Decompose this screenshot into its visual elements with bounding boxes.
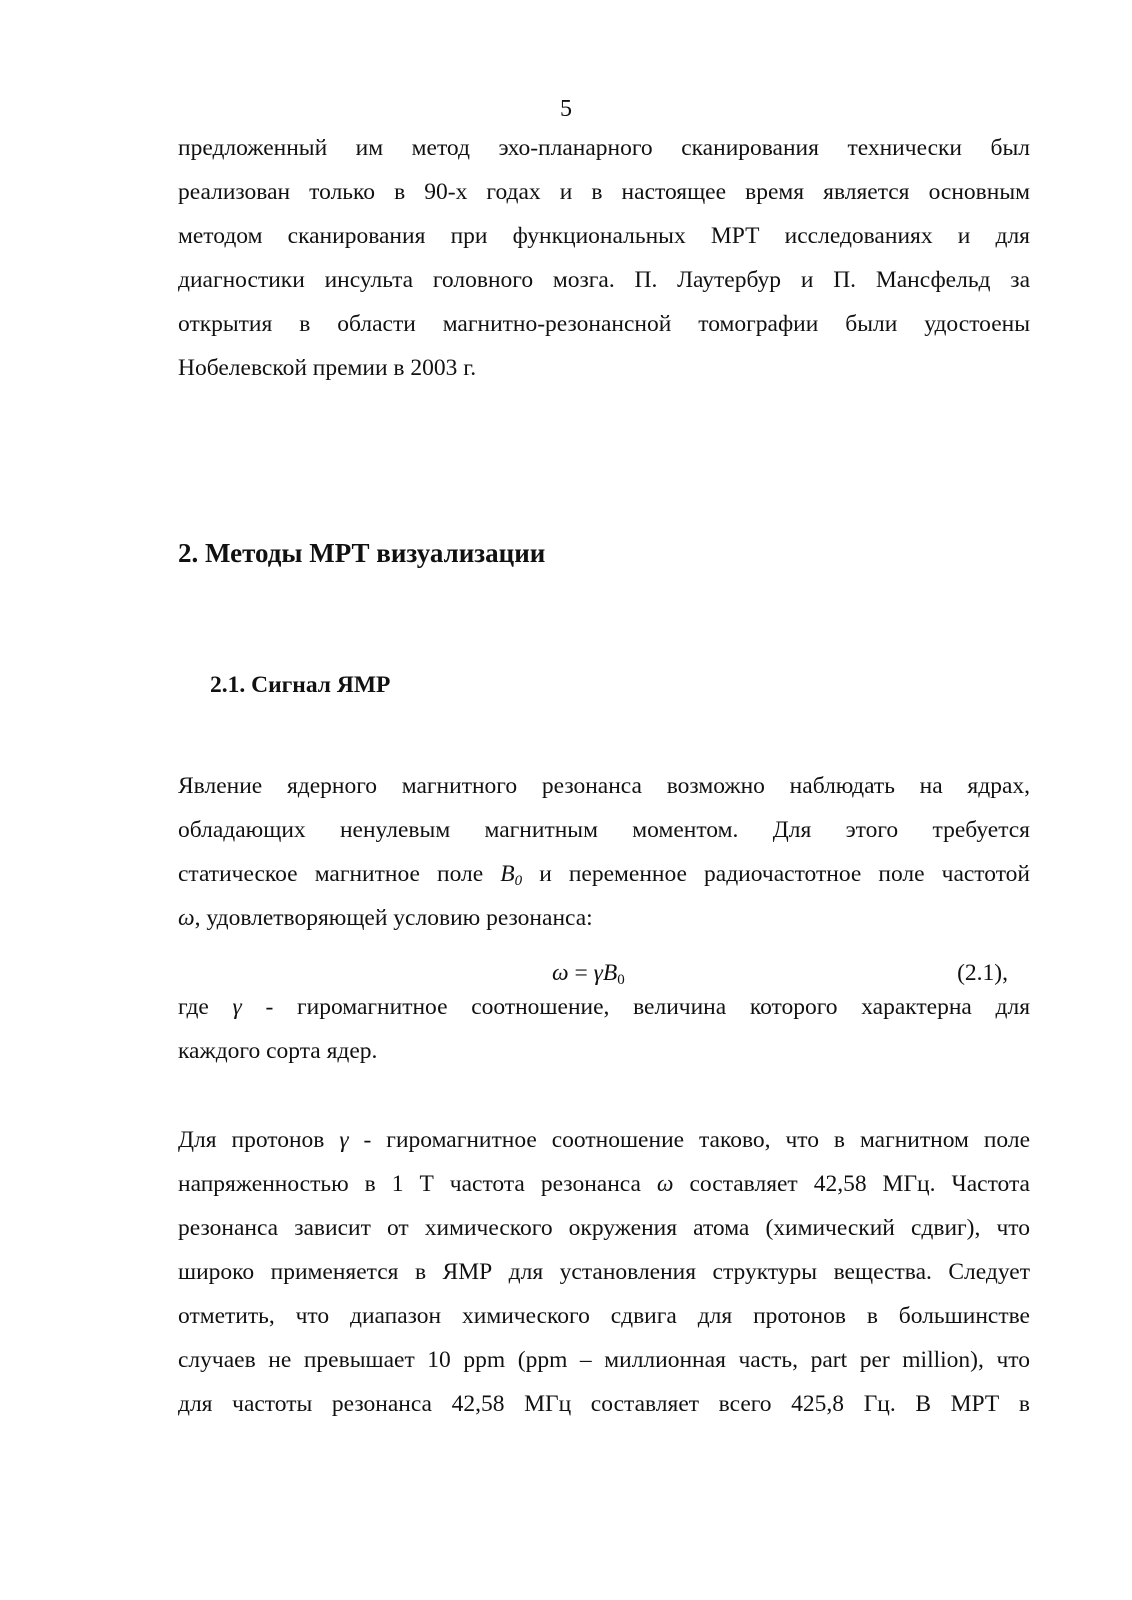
text-line: диагностики инсульта головного мозга. П. Лаутербур и П. Мансфельд за <box>178 267 1030 293</box>
text-line: реализован только в 90-х годах и в настоящее время является основным <box>178 179 1030 205</box>
text-fragment: - гиромагнитное соотношение таково, что в магнитном поле <box>348 1127 1031 1153</box>
text-fragment: напряженностью в 1 Т частота резонанса <box>178 1171 657 1197</box>
symbol-gamma: γ <box>339 1127 349 1153</box>
text-line: широко применяется в ЯМР для установления структуры вещества. Следует <box>178 1259 1030 1285</box>
section-heading: 2. Методы МРТ визуализации <box>178 538 546 568</box>
text-line: открытия в области магнитно-резонансной томографии были удостоены <box>178 311 1030 337</box>
equation-number: (2.1), <box>957 960 1008 986</box>
text-line <box>178 1118 1030 1162</box>
symbol-b: B <box>602 960 618 986</box>
paragraph-protons <box>178 1118 1030 1426</box>
subsection-heading: 2.1. Сигнал ЯМР <box>210 672 391 698</box>
text-line: Явление ядерного магнитного резонанса возможно наблюдать на ядрах, <box>178 773 1030 799</box>
page-number: 5 <box>560 96 572 122</box>
symbol-omega: ω <box>552 960 569 986</box>
text-line <box>178 852 1030 896</box>
symbol-subscript: 0 <box>617 972 625 988</box>
text-line: резонанса зависит от химического окружения атома (химический сдвиг), что <box>178 1215 1030 1241</box>
text-fragment: - гиромагнитное соотношение, величина которого характерна для <box>241 994 1031 1020</box>
text-line: для частоты резонанса 42,58 МГц составляет всего 425,8 Гц. В МРТ в <box>178 1391 1030 1417</box>
symbol-gamma: γ <box>232 994 242 1020</box>
text-line <box>178 985 1030 1029</box>
text-line <box>178 1162 1030 1206</box>
text-line: методом сканирования при функциональных МРТ исследованиях и для <box>178 223 1030 249</box>
symbol-gamma: γ <box>593 960 603 986</box>
text-line: случаев не превышает 10 ppm (ppm – миллионная часть, part per million), что <box>178 1347 1030 1373</box>
equals-sign: = <box>568 960 594 986</box>
text-line: отметить, что диапазон химического сдвига для протонов в большинстве <box>178 1303 1030 1329</box>
text-line: обладающих ненулевым магнитным моментом. Для этого требуется <box>178 817 1030 843</box>
paragraph-gyromagnetic <box>178 985 1030 1073</box>
text-fragment: и переменное радиочастотное поле частотой <box>522 861 1030 887</box>
text-fragment: Для протонов <box>178 1127 340 1153</box>
symbol-b: B <box>500 861 515 887</box>
text-line: каждого сорта ядер. <box>178 1038 378 1064</box>
text-line: Нобелевской премии в 2003 г. <box>178 355 477 381</box>
text-fragment: , удовлетворяющей условию резонанса: <box>194 905 593 931</box>
text-fragment: где <box>178 994 233 1020</box>
equation-larmor <box>552 960 625 987</box>
paragraph-nmr-phenomenon <box>178 764 1030 940</box>
text-line <box>178 896 1030 940</box>
symbol-omega: ω <box>656 1171 674 1197</box>
text-line: предложенный им метод эхо-планарного сканирования технически был <box>178 135 1030 161</box>
text-fragment: статическое магнитное поле <box>178 861 501 887</box>
symbol-omega: ω <box>178 905 195 931</box>
text-fragment: составляет 42,58 МГц. Частота <box>673 1171 1030 1197</box>
paragraph-intro <box>178 126 1030 390</box>
symbol-subscript: 0 <box>514 873 523 889</box>
